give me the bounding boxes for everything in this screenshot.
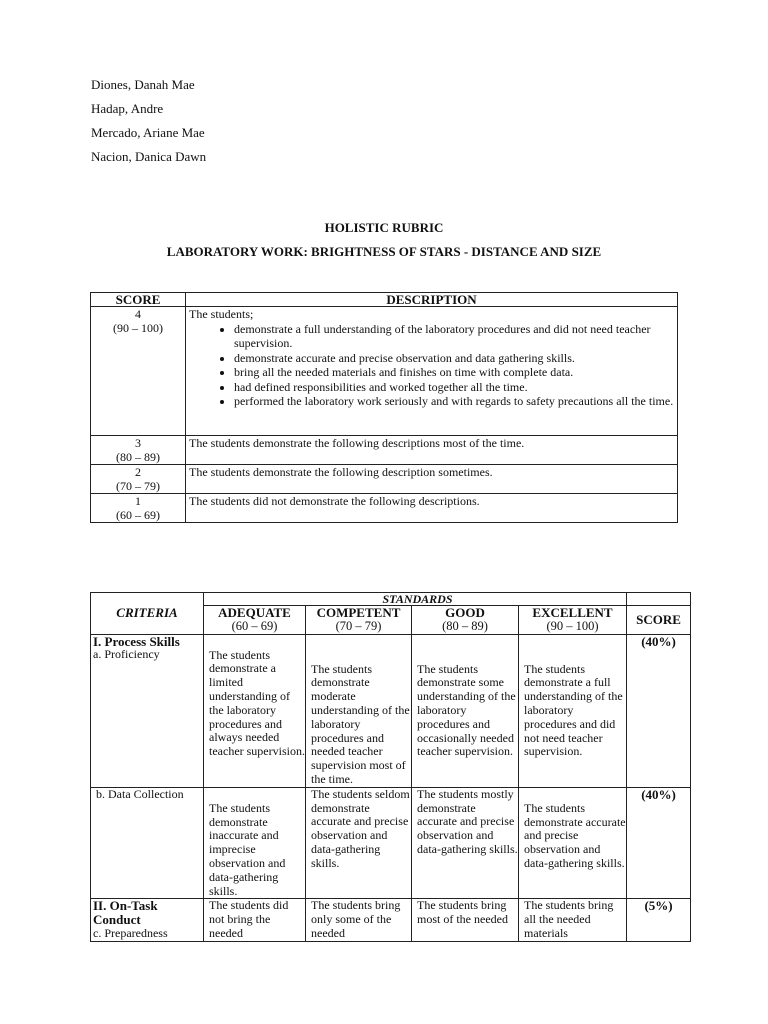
- standard-cell: The students did not bring the needed: [204, 899, 306, 941]
- level-header-excellent: [519, 606, 627, 635]
- criterion-cell: [91, 634, 204, 787]
- score-value: 1: [135, 494, 141, 508]
- list-item: • had defined responsibilities and worked together all the time.: [234, 380, 677, 395]
- list-item: • demonstrate a full understanding of the laboratory procedures and did not need teacher supervision.: [234, 322, 677, 351]
- author-name: Mercado, Ariane Mae: [91, 125, 205, 140]
- score-range: (60 – 69): [116, 508, 160, 522]
- section-title: I. Process Skills: [93, 633, 180, 649]
- list-item: • demonstrate accurate and precise observation and data gathering skills.: [234, 351, 677, 366]
- standard-cell: [306, 634, 412, 787]
- level-range: (80 – 89): [442, 618, 488, 633]
- level-name: ADEQUATE: [218, 605, 291, 620]
- standard-cell: [519, 787, 627, 899]
- table-row: [91, 899, 691, 941]
- level-name: GOOD: [445, 605, 485, 620]
- table-row: [91, 436, 678, 465]
- standards-header: STANDARDS: [204, 593, 627, 606]
- standard-cell: [519, 634, 627, 787]
- author-name: Nacion, Danica Dawn: [91, 149, 207, 164]
- list-item: • bring all the needed materials and finishes on time with complete data.: [234, 365, 677, 380]
- cell-text: The students demonstrate inaccurate and imprecise observation and data-gathering skills.: [209, 800, 286, 898]
- weight-cell: (5%): [627, 899, 691, 941]
- cell-text: The students demonstrate moderate understanding of the laboratory procedures and needed teacher supervision most of the time.: [311, 661, 410, 786]
- level-header-adequate: [204, 606, 306, 635]
- level-range: (90 – 100): [546, 618, 599, 633]
- score-value: 4: [135, 307, 141, 321]
- standard-cell: [204, 787, 306, 899]
- cell-text: The students demonstrate some understanding of the laboratory procedures and occasionally needed teacher supervision.: [417, 661, 516, 759]
- weight-cell: (40%): [627, 787, 691, 899]
- author-name: Diones, Danah Mae: [91, 77, 195, 92]
- cell-text: The students demonstrate a full understanding of the laboratory procedures and did not need teacher supervision.: [524, 661, 623, 759]
- score-value: 2: [135, 465, 141, 479]
- list-item: • performed the laboratory work seriously and with regards to safety precautions all the time.: [234, 394, 677, 409]
- cell-text: The students demonstrate accurate and precise observation and data-gathering skills.: [524, 800, 626, 870]
- criterion-label: a. Proficiency: [93, 647, 160, 662]
- cell-text: The students demonstrate a limited understanding of the laboratory procedures and always needed teacher supervision.: [209, 647, 305, 759]
- author-name: Hadap, Andre: [91, 101, 164, 116]
- score-header: SCORE: [91, 293, 186, 307]
- description-cell: The students did not demonstrate the following descriptions.: [186, 494, 678, 523]
- standard-cell: [412, 634, 519, 787]
- table-row: [91, 465, 678, 494]
- standards-row: [91, 593, 691, 606]
- description-header: DESCRIPTION: [186, 293, 678, 307]
- score-range: (90 – 100): [113, 321, 163, 335]
- section-title: II. On-Task Conduct: [93, 898, 158, 928]
- level-range: (70 – 79): [335, 618, 382, 633]
- score-range: (80 – 89): [116, 450, 160, 464]
- standard-cell: [204, 634, 306, 787]
- criterion-cell: b. Data Collection: [91, 787, 204, 899]
- table-row: [91, 634, 691, 787]
- score-value: 3: [135, 436, 141, 450]
- standard-cell: The students bring most of the needed: [412, 899, 519, 941]
- table-header-row: [91, 293, 678, 307]
- table-row: [91, 787, 691, 899]
- description-cell: The students demonstrate the following description sometimes.: [186, 465, 678, 494]
- standard-cell: [412, 787, 519, 899]
- level-header-competent: [306, 606, 412, 635]
- description-intro: The students;: [189, 307, 254, 321]
- score-cell: [91, 307, 186, 436]
- level-name: EXCELLENT: [532, 605, 613, 620]
- criterion-cell: [91, 899, 204, 941]
- holistic-rubric-table: [90, 292, 678, 523]
- criteria-header: CRITERIA: [91, 593, 204, 635]
- table-row: [91, 307, 678, 436]
- criterion-label: c. Preparedness: [93, 925, 168, 940]
- score-cell: [91, 465, 186, 494]
- description-cell: [186, 307, 678, 436]
- standard-cell: The students bring all the needed materials: [519, 899, 627, 941]
- standard-cell: [306, 787, 412, 899]
- description-cell: The students demonstrate the following descriptions most of the time.: [186, 436, 678, 465]
- cell-text: The students seldom demonstrate accurate and precise observation and data-gathering skills.: [311, 786, 410, 870]
- empty-cell: [627, 593, 691, 606]
- analytic-rubric-table: [90, 592, 691, 942]
- weight-cell: (40%): [627, 634, 691, 787]
- score-header: SCORE: [627, 606, 691, 635]
- rubric-title: HOLISTIC RUBRIC: [324, 220, 444, 235]
- cell-text: The students mostly demonstrate accurate and precise observation and data-gathering skills.: [417, 786, 518, 856]
- level-name: COMPETENT: [316, 605, 401, 620]
- score-range: (70 – 79): [116, 479, 160, 493]
- standard-cell: The students bring only some of the needed: [306, 899, 412, 941]
- score-cell: [91, 436, 186, 465]
- level-header-good: [412, 606, 519, 635]
- level-range: (60 – 69): [231, 618, 278, 633]
- rubric-subtitle: LABORATORY WORK: BRIGHTNESS OF STARS - DISTANCE AND SIZE: [166, 244, 602, 259]
- table-row: [91, 494, 678, 523]
- score-cell: [91, 494, 186, 523]
- description-bullets: [189, 322, 677, 409]
